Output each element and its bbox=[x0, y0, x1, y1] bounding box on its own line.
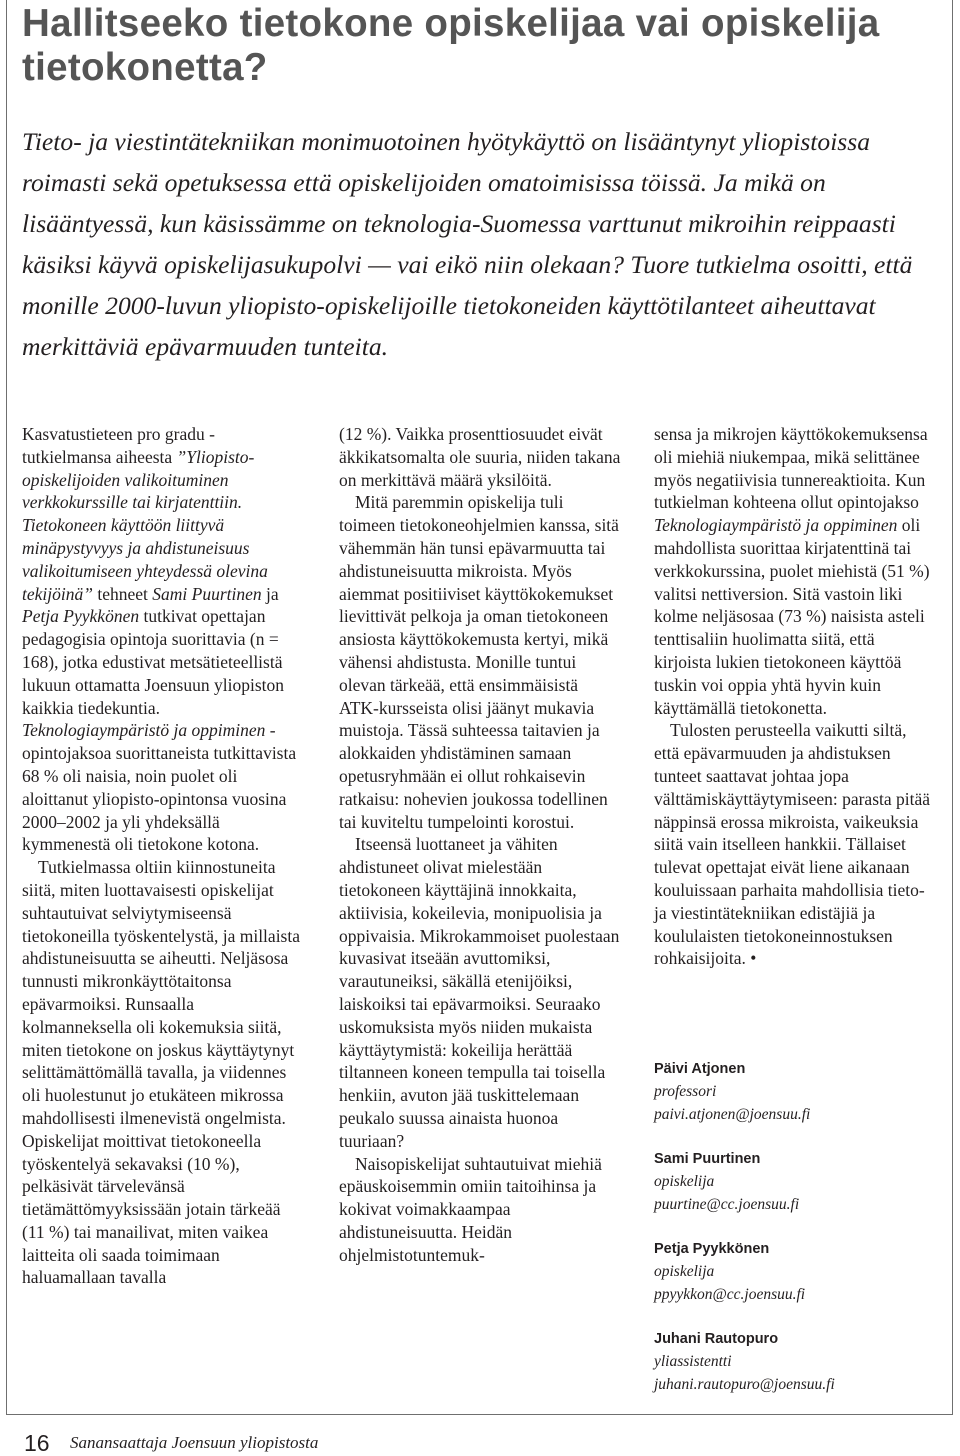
author-role: professori bbox=[654, 1083, 717, 1100]
author-name: Petja Pyykkönen bbox=[654, 1241, 770, 1257]
author-name: Päivi Atjonen bbox=[654, 1061, 746, 1077]
author-block bbox=[654, 1148, 944, 1216]
text-run: tutkivat opettajan pedagogisia opintoja suorittavia (n = 168), jotka edustivat metsätieteellistä lukuun ottamatta Joensuun yliopiston kaikkia tiedekuntia. bbox=[22, 606, 284, 718]
text-run: tehneet bbox=[92, 583, 153, 604]
article-title: Hallitseeko tietokone opiskelijaa vai opiskelija tietokonetta? bbox=[22, 2, 880, 89]
author-block bbox=[654, 1058, 944, 1126]
paragraph: Naisopiskelijat suhtautuivat miehiä epäuskoisemmin omiin taitoihinsa ja kokivat voimakkaampaa ahdistuneisuutta. Heidän ohjelmistotuntemuk- bbox=[339, 1153, 602, 1265]
paragraph: Tulosten perusteella vaikutti siltä, että epävarmuuden ja ahdistuksen tunteet saattavat johtaa jopa välttämiskäyttäytymiseen: parasta pitää näppinsä erossa mikroista, vaikeuksia siitä vain itselleen hankkii. Tällaiset tulevat opettajat eivät liene aikanaan kouluissaan parhaita mahdollisia tieto- ja viestintätekniikan edistäjiä ja koululaisten tietokoneinnostuksen rohkaisijoita. • bbox=[654, 720, 931, 969]
column-2 bbox=[339, 423, 621, 1266]
author-name-inline: Sami Puurtinen bbox=[152, 583, 262, 604]
author-block bbox=[654, 1328, 944, 1396]
author-name: Sami Puurtinen bbox=[654, 1151, 761, 1167]
course-name: Teknologiaympäristö ja oppiminen bbox=[654, 515, 898, 536]
paragraph bbox=[654, 423, 936, 719]
paragraph bbox=[22, 423, 304, 856]
text-run: ja bbox=[261, 583, 279, 604]
paragraph: (12 %). Vaikka prosenttiosuudet eivät äkkikatsomalta ole suuria, niiden takana on merkittävä määrä yksilöitä. bbox=[339, 424, 621, 490]
column-3 bbox=[654, 423, 936, 970]
text-run: Kasvatustieteen pro gradu -tutkielmansa aiheesta bbox=[22, 424, 215, 467]
paragraph: Mitä paremmin opiskelija tuli toimeen tietokoneohjelmien kanssa, sitä vähemmän hän tunsi epävarmuutta tai ahdistuneisuutta mikroista. Myös aiemmat positiiviset käyttökokemukset lievittivät pelkoja ja oman tietokoneen ansiosta käyttökokemusta kertyi, mikä vähensi ahdistusta. Monille tuntui olevan tärkeää, että ensimmäisistä ATK-kursseista olisi jäänyt mukavia muistoja. Tässä suhteessa taitavien ja alokkaiden yhdistäminen samaan opetusryhmään ei ollut rohkaisevin ratkaisu: nohevien joukossa todellinen tai kuviteltu tumpelointi korostui. bbox=[339, 492, 619, 832]
author-role: yliassistentti bbox=[654, 1353, 732, 1370]
author-name-inline: Petja Pyykkönen bbox=[22, 606, 140, 627]
course-name: Teknologiaympäristö ja oppiminen bbox=[22, 720, 266, 741]
author-email: paivi.atjonen@joensuu.fi bbox=[654, 1105, 811, 1123]
author-role: opiskelija bbox=[654, 1173, 715, 1190]
article-lead: Tieto- ja viestintätekniikan monimuotoinen hyötykäyttö on lisääntynyt yliopistoissa roimasti sekä opetuksessa että opiskelijoiden omatoimisissa töissä. Ja mikä on lisääntyessä, kun käsissämme on teknologia-Suomessa varttunut mikroihin reippaasti käsiksi käyvä opiskelijasukupolvi — vai eikö niin olekaan? Tuore tutkielma osoitti, että monille 2000-luvun yliopisto-opiskelijoille tietokoneiden käyttötilanteet aiheuttavat merkittäviä epävarmuuden tunteita. bbox=[22, 127, 913, 361]
text-run: sensa ja mikrojen käyttökokemuksensa oli miehiä niukempaa, mikä selittänee myös negatiivisia tunnereaktioita. Kun tutkielman kohteena ollut opintojakso bbox=[654, 424, 928, 513]
column-1 bbox=[22, 423, 304, 1289]
text-run: -opintojaksoa suorittaneista tutkittavista 68 % oli naisia, noin puolet oli aloittanut yliopisto-opintonsa vuosina 2000–2002 ja yli yhdeksällä kymmenestä oli tietokone kotona. bbox=[22, 720, 297, 855]
publication-name: Sanansaattaja Joensuun yliopistosta bbox=[70, 1433, 319, 1452]
paragraph: Itseensä luottaneet ja vähiten ahdistuneet olivat mielestään tietokoneen käyttäjinä innokkaita, aktiivisia, kokeilevia, monipuolisia ja oppivaisia. Mikrokammoiset puolestaan kuvasivat itseään avuttomiksi, varautuneiksi, säkällä etenijöiksi, laiskoiksi tai epävarmoiksi. Seuraako uskomuksista myös niiden mukaista käyttäytymistä: kokeilija herättää tiltanneen koneen tempulla tai toisella henkiin, avuton jää tuskittelemaan peukalo suussa ainaista huonoa tuuriaan? bbox=[339, 834, 620, 1151]
author-email: ppyykkon@cc.joensuu.fi bbox=[654, 1285, 806, 1303]
author-role: opiskelija bbox=[654, 1263, 715, 1280]
author-list bbox=[654, 1058, 944, 1418]
author-email: puurtine@cc.joensuu.fi bbox=[654, 1195, 800, 1213]
text-run: oli mahdollista suorittaa kirjatenttinä tai verkkokurssina, puolet miehistä (51 %) valitsi nettiversion. Sitä vastoin liki kolme neljäsosaa (73 %) naisista asteli tenttisaliin huolimatta siitä, että kirjoista lukien tietokoneen käyttöä tuskin voi oppia yhtä hyvin kuin käyttämällä tietokonetta. bbox=[654, 515, 930, 718]
paragraph: Tutkielmassa oltiin kiinnostuneita siitä, miten luottavaisesti opiskelijat suhtautuivat selviytymiseensä tietokoneilla työskentelystä, ja millaista ahdistuneisuutta se aiheutti. Neljäsosa tunnusti mikronkäyttötaitonsa epävarmoiksi. Runsaalla kolmanneksella oli kokemuksia siitä, miten tietokone on joskus käyttäytynyt selittämättömällä tavalla, ja viidennes oli huolestunut jo etukäteen mikrossa mahdollisesti ilmenevistä ongelmista. Opiskelijat moittivat tietokoneella työskentelyä sekavaksi (10 %), pelkäsivät tärvelevänsä tietämättömyyksissään jotain tärkeää (11 %) tai manailivat, miten vaikea laitteita oli saada toimimaan haluamallaan tavalla bbox=[22, 857, 300, 1288]
author-name: Juhani Rautopuro bbox=[654, 1331, 779, 1347]
author-email: juhani.rautopuro@joensuu.fi bbox=[654, 1375, 835, 1393]
author-block bbox=[654, 1238, 944, 1306]
page-number: 16 bbox=[24, 1430, 50, 1456]
thesis-title: ”Yliopisto-opiskelijoiden valikoituminen verkkokurssille tai kirjatenttiin. Tietokoneen käyttöön liittyvä minäpystyvyys ja ahdistuneisuus valikoitumiseen yhteydessä olevina tekijöinä” bbox=[22, 446, 268, 604]
